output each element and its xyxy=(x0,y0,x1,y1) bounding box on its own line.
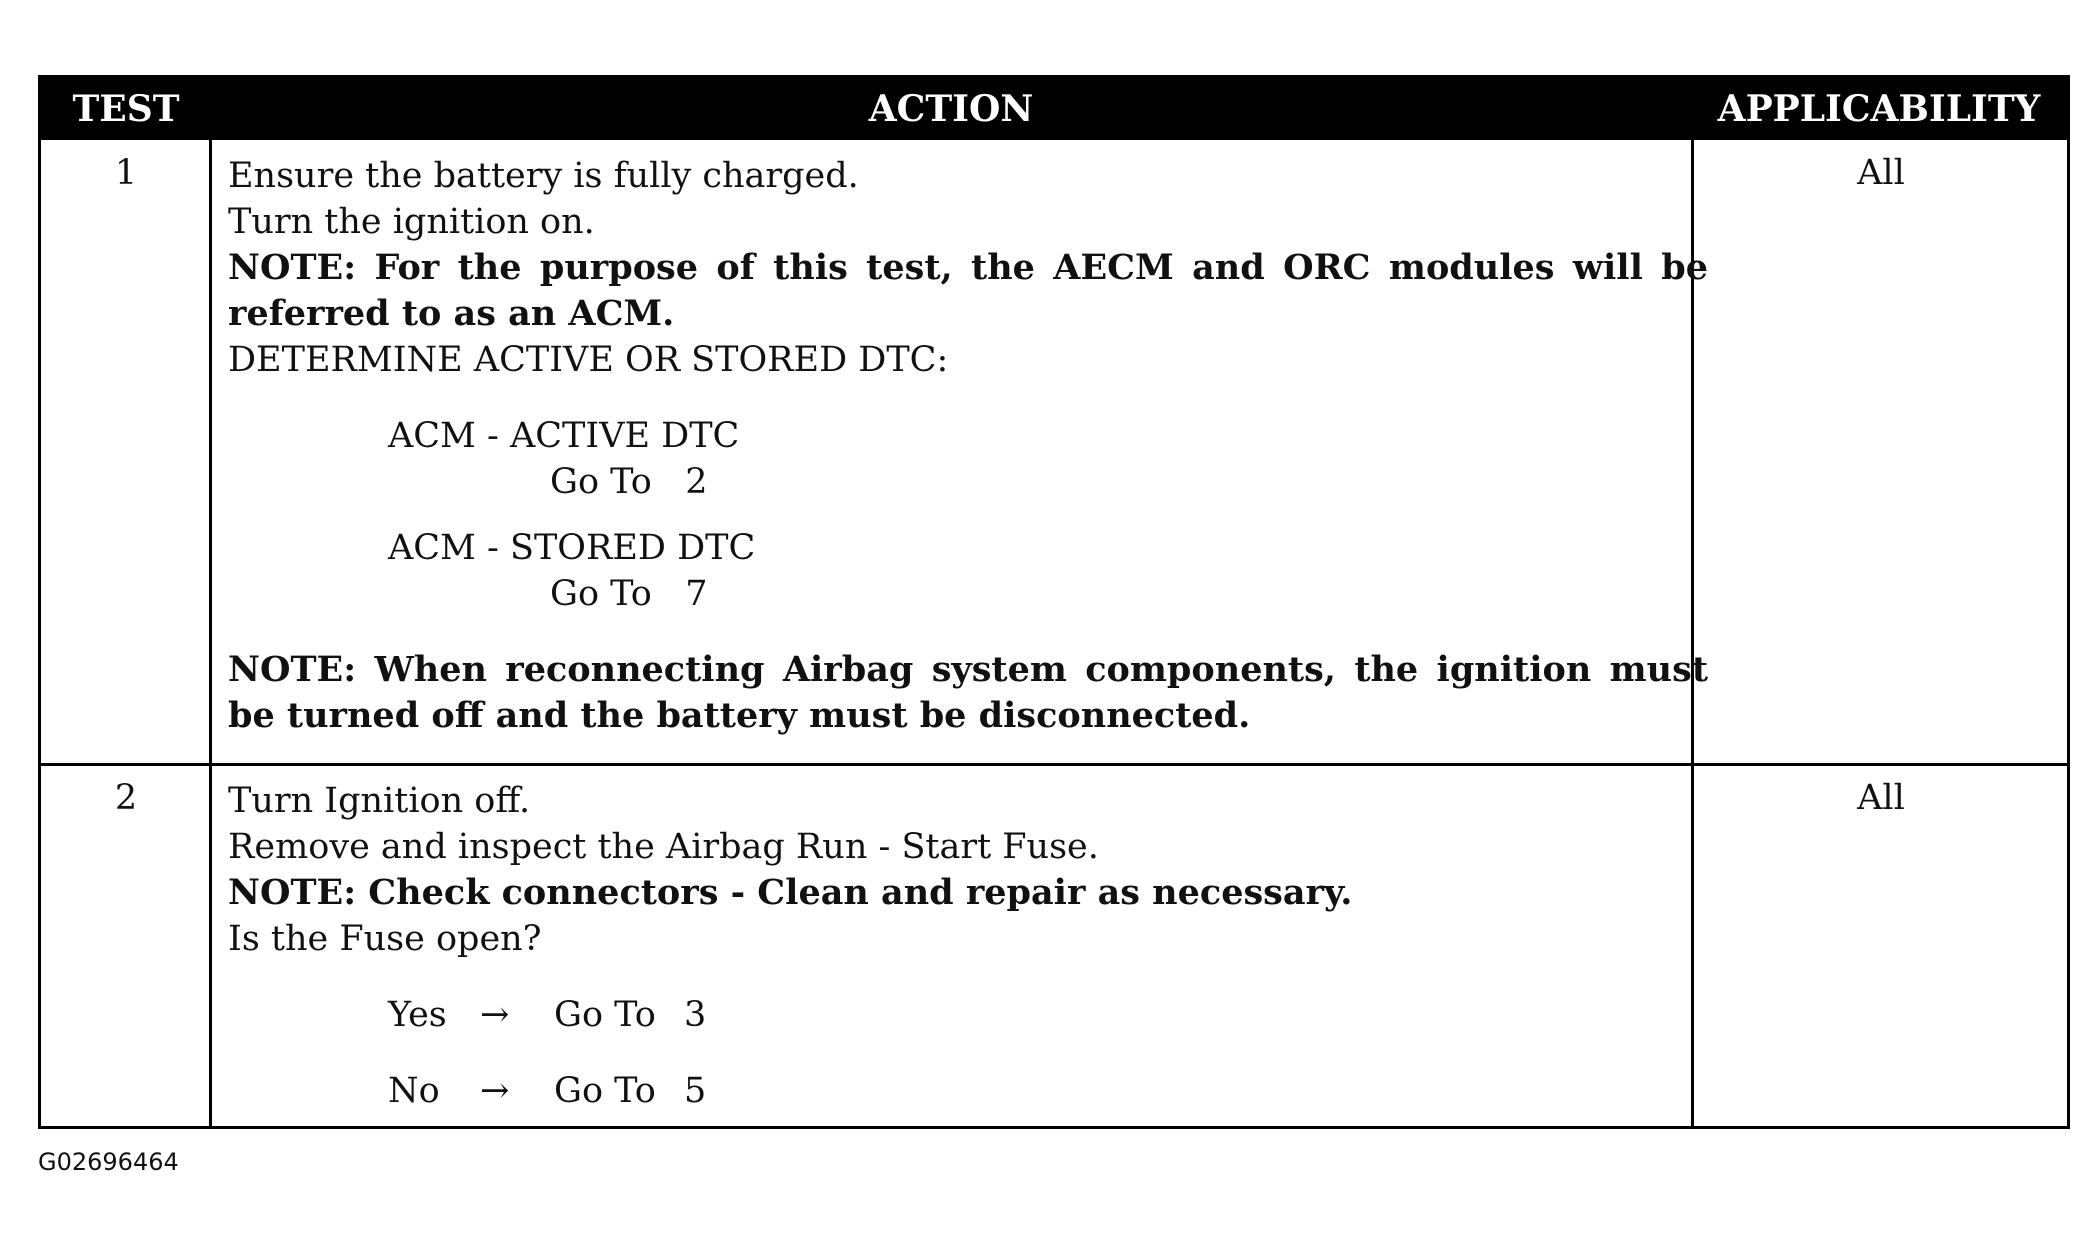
note-text: NOTE: When reconnecting Airbag system components, the ignition must be turned off and the battery must be disconnected. xyxy=(228,649,1708,736)
arrow-icon: → xyxy=(480,1071,510,1111)
goto-number: 3 xyxy=(684,995,707,1035)
applicability-value: All xyxy=(1857,153,1905,193)
choice-goto: Go To 7 xyxy=(550,574,708,614)
header-applicability: APPLICABILITY xyxy=(1717,88,2041,130)
action-line: Ensure the battery is fully charged. xyxy=(228,156,859,196)
answer-row xyxy=(228,992,1708,1038)
choice-label: ACM - STORED DTC xyxy=(388,528,756,568)
goto-number: 5 xyxy=(684,1071,707,1111)
header-test: TEST xyxy=(72,88,180,130)
column-divider xyxy=(209,140,212,1126)
note-text: NOTE: Check connectors - Clean and repair as necessary. xyxy=(228,872,1353,913)
header-action: ACTION xyxy=(868,88,1034,130)
goto-label: Go To xyxy=(554,1071,656,1111)
action-line: Is the Fuse open? xyxy=(228,919,542,959)
action-line: Turn the ignition on. xyxy=(228,202,595,242)
test-number: 2 xyxy=(114,778,138,818)
answer-row xyxy=(228,1068,1708,1114)
answer-label: Yes xyxy=(388,995,447,1035)
goto-label: Go To xyxy=(554,995,656,1035)
action-line: DETERMINE ACTIVE OR STORED DTC: xyxy=(228,340,949,380)
figure-id: G02696464 xyxy=(38,1148,179,1176)
action-cell xyxy=(228,778,1708,1114)
diagnostic-test-table xyxy=(38,75,2070,1129)
note-text: NOTE: For the purpose of this test, the AECM and ORC modules will be referred to as an ACM. xyxy=(228,247,1708,334)
action-cell xyxy=(228,153,1708,739)
choice-goto: Go To 2 xyxy=(550,462,708,502)
arrow-icon: → xyxy=(480,995,510,1035)
applicability-value: All xyxy=(1857,778,1905,818)
action-line: Turn Ignition off. xyxy=(228,781,531,821)
answer-label: No xyxy=(388,1071,440,1111)
action-line: Remove and inspect the Airbag Run - Start Fuse. xyxy=(228,827,1099,867)
choice-label: ACM - ACTIVE DTC xyxy=(388,416,740,456)
table-header xyxy=(41,78,2067,140)
test-number: 1 xyxy=(114,153,138,193)
row-divider xyxy=(41,763,2067,766)
